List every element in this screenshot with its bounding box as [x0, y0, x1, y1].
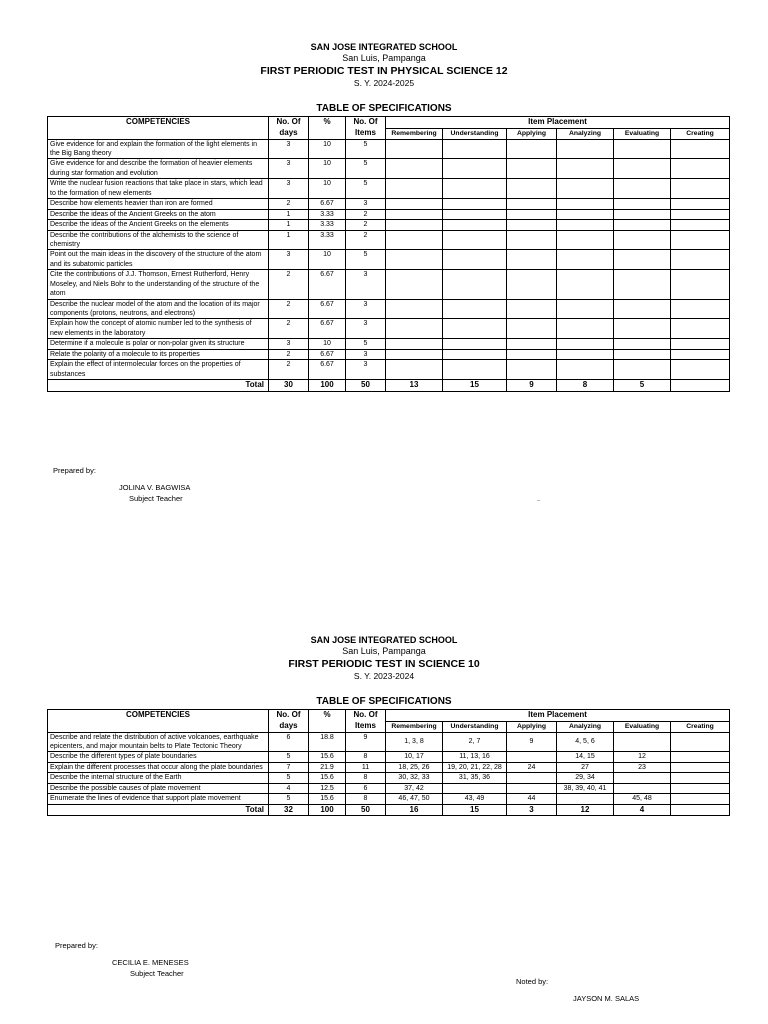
days-cell: 2	[269, 349, 309, 359]
table-row	[48, 250, 730, 270]
applying-cell	[507, 159, 557, 179]
header-percent: %	[309, 117, 346, 140]
competency-cell: Relate the polarity of a molecule to its properties	[48, 349, 269, 359]
remembering-cell	[386, 230, 443, 250]
table-row	[48, 209, 730, 219]
understanding-cell	[443, 270, 507, 299]
understanding-cell	[443, 220, 507, 230]
total-row	[48, 380, 730, 392]
table-row	[48, 349, 730, 359]
percent-cell: 18.8	[309, 732, 346, 752]
remembering-cell: 10, 17	[386, 752, 443, 762]
header-item-placement: Item Placement	[386, 117, 730, 129]
competency-cell: Write the nuclear fusion reactions that take place in stars, which lead to the formation of new elements	[48, 179, 269, 199]
days-cell: 4	[269, 783, 309, 793]
analyzing-cell: 27	[557, 762, 614, 772]
evaluating-cell	[614, 299, 671, 319]
doc2-header	[0, 635, 768, 681]
analyzing-cell	[557, 139, 614, 159]
understanding-cell	[443, 250, 507, 270]
total-percent: 100	[309, 380, 346, 392]
doc1-spec-table	[47, 116, 730, 392]
table-row	[48, 199, 730, 209]
creating-cell	[671, 732, 730, 752]
items-cell: 3	[346, 319, 386, 339]
applying-cell	[507, 199, 557, 209]
table-row	[48, 762, 730, 772]
total-understanding: 15	[443, 380, 507, 392]
table-row	[48, 159, 730, 179]
percent-cell: 6.67	[309, 270, 346, 299]
understanding-cell: 2, 7	[443, 732, 507, 752]
applying-cell	[507, 349, 557, 359]
table-row	[48, 794, 730, 804]
header-analyzing: Analyzing	[557, 722, 614, 732]
applying-cell	[507, 270, 557, 299]
creating-cell	[671, 783, 730, 793]
header-days: No. Of days	[269, 710, 309, 733]
creating-cell	[671, 762, 730, 772]
understanding-cell: 43, 49	[443, 794, 507, 804]
doc2-table-title: TABLE OF SPECIFICATIONS	[316, 696, 452, 707]
days-cell: 1	[269, 230, 309, 250]
percent-cell: 15.6	[309, 773, 346, 783]
creating-cell	[671, 250, 730, 270]
evaluating-cell	[614, 230, 671, 250]
creating-cell	[671, 199, 730, 209]
competency-cell: Describe the possible causes of plate movement	[48, 783, 269, 793]
days-cell: 3	[269, 339, 309, 349]
days-cell: 2	[269, 319, 309, 339]
days-cell: 1	[269, 220, 309, 230]
percent-cell: 3.33	[309, 220, 346, 230]
items-cell: 2	[346, 220, 386, 230]
understanding-cell	[443, 319, 507, 339]
days-cell: 7	[269, 762, 309, 772]
applying-cell	[507, 209, 557, 219]
evaluating-cell	[614, 270, 671, 299]
competency-cell: Give evidence for and describe the formation of heavier elements during star formation and evolution	[48, 159, 269, 179]
header-competencies: COMPETENCIES	[48, 710, 269, 733]
header-remembering: Remembering	[386, 129, 443, 139]
table-row	[48, 339, 730, 349]
percent-cell: 12.5	[309, 783, 346, 793]
analyzing-cell	[557, 319, 614, 339]
competency-cell: Explain the effect of intermolecular forces on the properties of substances	[48, 360, 269, 380]
analyzing-cell	[557, 179, 614, 199]
evaluating-cell: 23	[614, 762, 671, 772]
competency-cell: Describe the internal structure of the Earth	[48, 773, 269, 783]
percent-cell: 10	[309, 339, 346, 349]
days-cell: 3	[269, 250, 309, 270]
remembering-cell	[386, 139, 443, 159]
items-cell: 5	[346, 339, 386, 349]
header-remembering: Remembering	[386, 722, 443, 732]
percent-cell: 10	[309, 159, 346, 179]
doc1-table-title: TABLE OF SPECIFICATIONS	[316, 103, 452, 114]
applying-cell	[507, 250, 557, 270]
table-row	[48, 752, 730, 762]
total-evaluating: 5	[614, 380, 671, 392]
creating-cell	[671, 179, 730, 199]
analyzing-cell	[557, 339, 614, 349]
items-cell: 8	[346, 794, 386, 804]
applying-cell	[507, 339, 557, 349]
items-cell: 8	[346, 752, 386, 762]
competency-cell: Cite the contributions of J.J. Thomson, Ernest Rutherford, Henry Moseley, and Niels Bohr to the understanding of the structure of the atom	[48, 270, 269, 299]
items-cell: 9	[346, 732, 386, 752]
evaluating-cell: 12	[614, 752, 671, 762]
competency-cell: Enumerate the lines of evidence that support plate movement	[48, 794, 269, 804]
doc2-school-location: San Luis, Pampanga	[342, 646, 426, 657]
applying-cell: 24	[507, 762, 557, 772]
competency-cell: Describe the ideas of the Ancient Greeks on the elements	[48, 220, 269, 230]
days-cell: 1	[269, 209, 309, 219]
percent-cell: 3.33	[309, 230, 346, 250]
evaluating-cell	[614, 732, 671, 752]
header-items: No. Of Items	[346, 117, 386, 140]
remembering-cell: 30, 32, 33	[386, 773, 443, 783]
analyzing-cell: 38, 39, 40, 41	[557, 783, 614, 793]
total-analyzing: 12	[557, 804, 614, 816]
evaluating-cell	[614, 179, 671, 199]
doc2-noted-by-label: Noted by:	[516, 977, 549, 986]
faint-mark	[537, 500, 540, 501]
doc2-spec-table	[47, 709, 730, 816]
competency-cell: Determine if a molecule is polar or non-polar given its structure	[48, 339, 269, 349]
days-cell: 2	[269, 360, 309, 380]
items-cell: 3	[346, 270, 386, 299]
creating-cell	[671, 159, 730, 179]
percent-cell: 6.67	[309, 360, 346, 380]
understanding-cell	[443, 179, 507, 199]
doc1-preparer-name: JOLINA V. BAGWISA	[119, 483, 191, 492]
applying-cell: 44	[507, 794, 557, 804]
header-items: No. Of Items	[346, 710, 386, 733]
days-cell: 6	[269, 732, 309, 752]
evaluating-cell: 45, 48	[614, 794, 671, 804]
header-applying: Applying	[507, 722, 557, 732]
items-cell: 6	[346, 783, 386, 793]
remembering-cell	[386, 220, 443, 230]
total-evaluating: 4	[614, 804, 671, 816]
creating-cell	[671, 139, 730, 159]
items-cell: 2	[346, 230, 386, 250]
competency-cell: Explain the different processes that occur along the plate boundaries	[48, 762, 269, 772]
understanding-cell	[443, 159, 507, 179]
remembering-cell	[386, 339, 443, 349]
total-remembering: 13	[386, 380, 443, 392]
table-row	[48, 230, 730, 250]
total-days: 32	[269, 804, 309, 816]
analyzing-cell: 29, 34	[557, 773, 614, 783]
understanding-cell	[443, 209, 507, 219]
percent-cell: 6.67	[309, 299, 346, 319]
items-cell: 5	[346, 179, 386, 199]
evaluating-cell	[614, 250, 671, 270]
items-cell: 3	[346, 349, 386, 359]
analyzing-cell	[557, 794, 614, 804]
items-cell: 3	[346, 199, 386, 209]
header-understanding: Understanding	[443, 722, 507, 732]
analyzing-cell	[557, 360, 614, 380]
total-understanding: 15	[443, 804, 507, 816]
total-items: 50	[346, 804, 386, 816]
analyzing-cell	[557, 270, 614, 299]
percent-cell: 10	[309, 250, 346, 270]
percent-cell: 15.6	[309, 794, 346, 804]
evaluating-cell	[614, 349, 671, 359]
header-applying: Applying	[507, 129, 557, 139]
items-cell: 11	[346, 762, 386, 772]
applying-cell	[507, 783, 557, 793]
doc1-preparer-role: Subject Teacher	[129, 493, 183, 503]
competency-cell: Describe the contributions of the alchemists to the science of chemistry	[48, 230, 269, 250]
days-cell: 5	[269, 773, 309, 783]
days-cell: 5	[269, 752, 309, 762]
evaluating-cell	[614, 209, 671, 219]
creating-cell	[671, 752, 730, 762]
applying-cell	[507, 179, 557, 199]
remembering-cell: 37, 42	[386, 783, 443, 793]
remembering-cell	[386, 199, 443, 209]
analyzing-cell	[557, 209, 614, 219]
understanding-cell	[443, 139, 507, 159]
percent-cell: 15.6	[309, 752, 346, 762]
total-remembering: 16	[386, 804, 443, 816]
header-creating: Creating	[671, 722, 730, 732]
competency-cell: Explain how the concept of atomic number led to the synthesis of new elements in the laboratory	[48, 319, 269, 339]
understanding-cell	[443, 230, 507, 250]
applying-cell	[507, 220, 557, 230]
creating-cell	[671, 270, 730, 299]
analyzing-cell: 14, 15	[557, 752, 614, 762]
table-row	[48, 319, 730, 339]
percent-cell: 3.33	[309, 209, 346, 219]
doc1-signatory	[119, 483, 190, 505]
creating-cell	[671, 773, 730, 783]
applying-cell	[507, 752, 557, 762]
days-cell: 3	[269, 139, 309, 159]
days-cell: 3	[269, 179, 309, 199]
items-cell: 8	[346, 773, 386, 783]
doc1-test-title: FIRST PERIODIC TEST IN PHYSICAL SCIENCE 12	[260, 64, 508, 77]
days-cell: 5	[269, 794, 309, 804]
analyzing-cell	[557, 220, 614, 230]
table-row	[48, 732, 730, 752]
evaluating-cell	[614, 319, 671, 339]
evaluating-cell	[614, 773, 671, 783]
items-cell: 5	[346, 159, 386, 179]
remembering-cell	[386, 209, 443, 219]
table-row	[48, 360, 730, 380]
doc1-school-year: S. Y. 2024-2025	[353, 77, 415, 88]
understanding-cell: 11, 13, 16	[443, 752, 507, 762]
competency-cell: Point out the main ideas in the discovery of the structure of the atom and its subatomic particles	[48, 250, 269, 270]
header-days: No. Of days	[269, 117, 309, 140]
applying-cell	[507, 360, 557, 380]
doc1-prepared-by-label: Prepared by:	[53, 466, 96, 475]
total-label: Total	[48, 380, 269, 392]
header-creating: Creating	[671, 129, 730, 139]
table-row	[48, 299, 730, 319]
evaluating-cell	[614, 360, 671, 380]
creating-cell	[671, 220, 730, 230]
table-row	[48, 139, 730, 159]
remembering-cell: 46, 47, 50	[386, 794, 443, 804]
items-cell: 3	[346, 299, 386, 319]
items-cell: 2	[346, 209, 386, 219]
header-percent: %	[309, 710, 346, 733]
table-row	[48, 270, 730, 299]
evaluating-cell	[614, 220, 671, 230]
applying-cell	[507, 230, 557, 250]
remembering-cell	[386, 179, 443, 199]
understanding-cell: 19, 20, 21, 22, 28	[443, 762, 507, 772]
creating-cell	[671, 230, 730, 250]
evaluating-cell	[614, 159, 671, 179]
percent-cell: 21.9	[309, 762, 346, 772]
analyzing-cell	[557, 299, 614, 319]
header-item-placement: Item Placement	[386, 710, 730, 722]
doc2-preparer-role: Subject Teacher	[130, 968, 184, 978]
evaluating-cell	[614, 339, 671, 349]
remembering-cell	[386, 250, 443, 270]
doc1-header	[0, 42, 768, 88]
remembering-cell	[386, 360, 443, 380]
competency-cell: Describe the ideas of the Ancient Greeks on the atom	[48, 209, 269, 219]
evaluating-cell	[614, 199, 671, 209]
applying-cell	[507, 139, 557, 159]
understanding-cell	[443, 339, 507, 349]
analyzing-cell	[557, 230, 614, 250]
understanding-cell	[443, 783, 507, 793]
table-row	[48, 773, 730, 783]
creating-cell	[671, 319, 730, 339]
days-cell: 2	[269, 199, 309, 209]
percent-cell: 10	[309, 139, 346, 159]
items-cell: 5	[346, 139, 386, 159]
applying-cell: 9	[507, 732, 557, 752]
remembering-cell	[386, 270, 443, 299]
total-creating	[671, 380, 730, 392]
analyzing-cell	[557, 349, 614, 359]
table-row	[48, 783, 730, 793]
understanding-cell	[443, 199, 507, 209]
total-analyzing: 8	[557, 380, 614, 392]
remembering-cell	[386, 349, 443, 359]
evaluating-cell	[614, 783, 671, 793]
evaluating-cell	[614, 139, 671, 159]
total-items: 50	[346, 380, 386, 392]
total-applying: 9	[507, 380, 557, 392]
remembering-cell	[386, 299, 443, 319]
total-days: 30	[269, 380, 309, 392]
percent-cell: 6.67	[309, 319, 346, 339]
header-evaluating: Evaluating	[614, 722, 671, 732]
competency-cell: Give evidence for and explain the formation of the light elements in the Big Bang theory	[48, 139, 269, 159]
doc2-preparer-name: CECILIA E. MENESES	[112, 958, 189, 967]
header-evaluating: Evaluating	[614, 129, 671, 139]
competency-cell: Describe how elements heavier than iron are formed	[48, 199, 269, 209]
days-cell: 3	[269, 159, 309, 179]
remembering-cell: 18, 25, 26	[386, 762, 443, 772]
total-row	[48, 804, 730, 816]
analyzing-cell	[557, 159, 614, 179]
doc2-test-title: FIRST PERIODIC TEST IN SCIENCE 10	[288, 657, 480, 670]
creating-cell	[671, 794, 730, 804]
understanding-cell	[443, 299, 507, 319]
header-understanding: Understanding	[443, 129, 507, 139]
total-creating	[671, 804, 730, 816]
doc2-prepared-by-label: Prepared by:	[55, 941, 98, 950]
days-cell: 2	[269, 299, 309, 319]
header-analyzing: Analyzing	[557, 129, 614, 139]
applying-cell	[507, 319, 557, 339]
analyzing-cell	[557, 199, 614, 209]
doc2-noter-name: JAYSON M. SALAS	[573, 994, 640, 1003]
doc2-signatory	[112, 958, 189, 980]
doc2-school-year: S. Y. 2023-2024	[353, 670, 415, 681]
creating-cell	[671, 349, 730, 359]
understanding-cell	[443, 349, 507, 359]
table-row	[48, 179, 730, 199]
competency-cell: Describe the nuclear model of the atom and the location of its major components (protons, neutrons, and electrons)	[48, 299, 269, 319]
remembering-cell: 1, 3, 8	[386, 732, 443, 752]
remembering-cell	[386, 319, 443, 339]
applying-cell	[507, 773, 557, 783]
remembering-cell	[386, 159, 443, 179]
percent-cell: 10	[309, 179, 346, 199]
percent-cell: 6.67	[309, 199, 346, 209]
days-cell: 2	[269, 270, 309, 299]
doc2-school-name: SAN JOSE INTEGRATED SCHOOL	[310, 635, 458, 645]
header-competencies: COMPETENCIES	[48, 117, 269, 140]
creating-cell	[671, 339, 730, 349]
creating-cell	[671, 360, 730, 380]
items-cell: 3	[346, 360, 386, 380]
percent-cell: 6.67	[309, 349, 346, 359]
total-label: Total	[48, 804, 269, 816]
total-applying: 3	[507, 804, 557, 816]
doc1-school-name: SAN JOSE INTEGRATED SCHOOL	[310, 42, 458, 52]
creating-cell	[671, 209, 730, 219]
creating-cell	[671, 299, 730, 319]
applying-cell	[507, 299, 557, 319]
table-row	[48, 220, 730, 230]
understanding-cell: 31, 35, 36	[443, 773, 507, 783]
analyzing-cell: 4, 5, 6	[557, 732, 614, 752]
items-cell: 5	[346, 250, 386, 270]
competency-cell: Describe and relate the distribution of active volcanoes, earthquake epicenters, and major mountain belts to Plate Tectonic Theory	[48, 732, 269, 752]
understanding-cell	[443, 360, 507, 380]
competency-cell: Describe the different types of plate boundaries	[48, 752, 269, 762]
doc1-school-location: San Luis, Pampanga	[342, 53, 426, 64]
total-percent: 100	[309, 804, 346, 816]
analyzing-cell	[557, 250, 614, 270]
